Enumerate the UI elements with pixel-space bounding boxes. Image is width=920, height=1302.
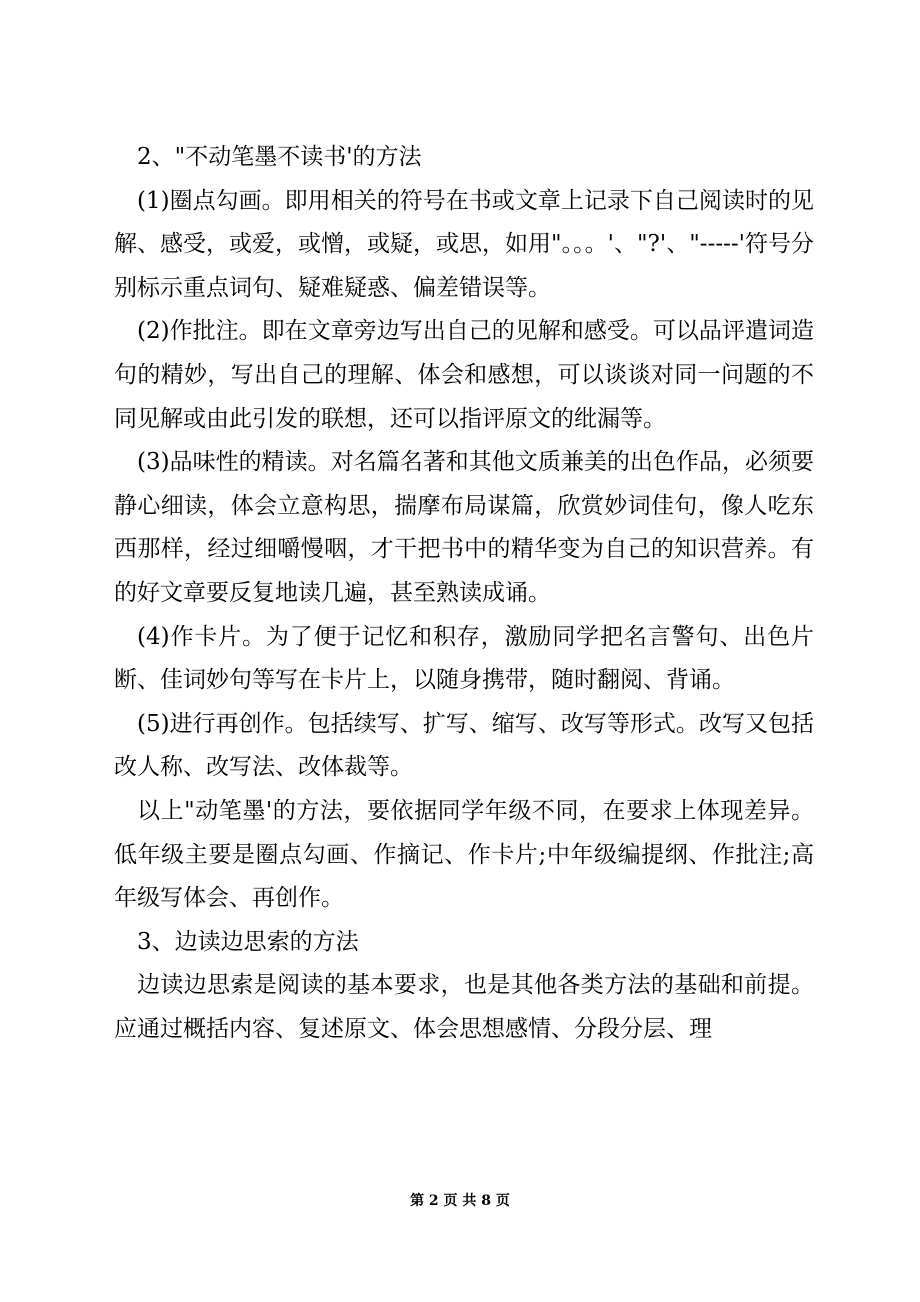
- page-number-footer: 第 2 页 共 8 页: [410, 1193, 510, 1209]
- paragraph-recreation: (5)进行再创作。包括续写、扩写、缩写、改写等形式。改写又包括改人称、改写法、改体裁等。: [114, 710, 814, 781]
- section-heading-2: 2、"不动笔墨不读书'的方法: [137, 144, 422, 170]
- section-heading-3: 3、边读边思索的方法: [137, 928, 359, 955]
- paragraph-annotation: (2)作批注。即在文章旁边写出自己的见解和感受。可以品评遣词造句的精妙，写出自己的理解、体会和感想，可以谈谈对同一问题的不同见解或由此引发的联想，还可以指评原文的纰漏等。: [114, 318, 814, 432]
- paragraph-think-while-reading: 边读边思索是阅读的基本要求，也是其他各类方法的基础和前提。应通过概括内容、复述原文、体会思想感情、分段分层、理: [114, 972, 814, 1042]
- document-body: [114, 136, 814, 1051]
- paragraph-summary: 以上"动笔墨'的方法，要依据同学年级不同，在要求上体现差异。低年级主要是圈点勾画、作摘记、作卡片;中年级编提纲、作批注;高年级写体会、再创作。: [114, 797, 814, 912]
- paragraph-intensive-reading: (3)品味性的精读。对名篇名著和其他文质兼美的出色作品，必须要静心细读，体会立意构思，揣摩布局谋篇，欣赏妙词佳句，像人吃东西那样，经过细嚼慢咽，才干把书中的精华变为自己的知识营养。有的好文章要反复地读几遍，甚至熟读成诵。: [114, 449, 814, 606]
- paragraph-circle-marking: (1)圈点勾画。即用相关的符号在书或文章上记录下自己阅读时的见解、感受，或爱，或憎，或疑，或思，如用"。。。'、"?'、"-----'符号分别标示重点词句、疑难疑惑、偏差错误等。: [114, 187, 814, 301]
- paragraph-cards: (4)作卡片。为了便于记忆和积存，激励同学把名言警句、出色片断、佳词妙句等写在卡片上，以随身携带，随时翻阅、背诵。: [114, 623, 814, 694]
